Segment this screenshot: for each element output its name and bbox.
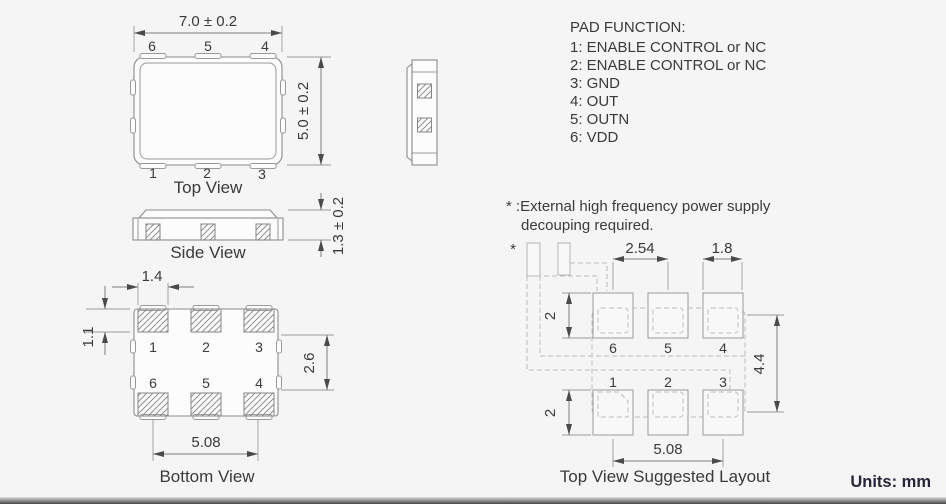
bottom-view-row-gap-dimension (281, 335, 334, 390)
decoupling-note (506, 198, 771, 234)
layout-pad-height-bottom-dimension (542, 390, 591, 435)
layout-span-label: 5.08 (653, 441, 683, 458)
pad-function-list (570, 19, 766, 146)
bottom-view-pin-6: 6 (149, 375, 157, 391)
layout-land-pads (593, 293, 743, 435)
note-line-1: * :External high frequency power supply (506, 198, 771, 215)
bottom-view-pad-width-dimension (112, 268, 194, 305)
note-line-2: decouping required. (521, 217, 654, 234)
bottom-view (80, 268, 334, 486)
layout-pitch-dimension (613, 240, 668, 290)
bottom-view-row-gap-label: 2.6 (301, 352, 318, 374)
suggested-layout-title: Top View Suggested Layout (559, 467, 771, 486)
bottom-view-pin-2: 2 (202, 339, 210, 355)
side-view-height-dimension (288, 193, 347, 257)
layout-pitch-label: 2.54 (625, 240, 655, 257)
bottom-view-pad-height-label: 1.1 (80, 326, 97, 348)
top-view (131, 13, 332, 197)
layout-cap-asterisk: * (510, 241, 516, 258)
bottom-view-pin-1: 1 (149, 339, 157, 355)
layout-pin-4: 4 (719, 340, 727, 356)
top-view-pin-5: 5 (204, 38, 212, 54)
layout-pin-5: 5 (664, 340, 672, 356)
layout-capacitor-1 (527, 243, 540, 276)
layout-row-pitch-label: 4.4 (751, 353, 768, 375)
bottom-edge-strip (0, 497, 946, 504)
bottom-view-pin-5: 5 (202, 375, 210, 391)
side-view (133, 193, 347, 262)
bottom-view-pin-4: 4 (255, 375, 263, 391)
top-view-pin-3: 3 (258, 166, 266, 182)
bottom-view-pin-3: 3 (255, 339, 263, 355)
top-view-pin-2: 2 (203, 165, 211, 181)
bottom-view-pad-width-label: 1.4 (141, 268, 163, 285)
side-view-pad-3 (256, 224, 270, 240)
layout-pin-3: 3 (719, 374, 727, 390)
end-view (407, 60, 437, 165)
top-view-pin-6: 6 (148, 38, 156, 54)
side-view-height-label: 1.3 ± 0.2 (330, 196, 347, 256)
end-view-lid (407, 64, 412, 161)
pad-function-item-1: 1: ENABLE CONTROL or NC (570, 39, 767, 56)
bottom-view-span-dimension (153, 420, 258, 461)
layout-pin-1: 1 (609, 374, 617, 390)
layout-pad-height-top-dimension (542, 293, 591, 338)
layout-row-pitch-dimension (747, 315, 784, 412)
top-view-pin-4: 4 (261, 38, 269, 54)
suggested-layout (510, 240, 784, 486)
end-view-pad (418, 84, 432, 98)
top-view-title: Top View (173, 178, 243, 197)
layout-pad-height-top-label: 2 (542, 311, 559, 321)
pad-function-item-3: 3: GND (570, 75, 621, 92)
top-view-body (134, 57, 282, 165)
side-view-lid (139, 210, 277, 218)
bottom-view-title: Bottom View (159, 467, 255, 486)
units-label: Units: mm (850, 473, 931, 491)
side-view-title: Side View (170, 243, 246, 262)
side-view-pad-2 (201, 224, 215, 240)
bottom-view-span-label: 5.08 (191, 434, 221, 451)
top-view-pin-1: 1 (149, 165, 157, 181)
pad-function-title: PAD FUNCTION: (570, 19, 686, 36)
end-view-pad (418, 118, 432, 132)
layout-pad-height-bottom-label: 2 (542, 408, 559, 418)
layout-span-dimension (613, 439, 723, 467)
top-view-height-label: 5.0 ± 0.2 (295, 81, 312, 141)
pad-function-item-5: 5: OUTN (570, 111, 630, 128)
pad-function-item-2: 2: ENABLE CONTROL or NC (570, 57, 767, 74)
pad-function-item-4: 4: OUT (570, 93, 619, 110)
layout-pin-6: 6 (609, 340, 617, 356)
layout-pad-width-dimension (703, 240, 742, 290)
layout-pad-width-label: 1.8 (711, 240, 733, 257)
top-view-height-dimension (287, 57, 331, 165)
layout-capacitor-2 (558, 243, 570, 275)
pad-function-item-6: 6: VDD (570, 129, 619, 146)
bottom-view-pad-height-dimension (80, 286, 130, 355)
layout-pin-2: 2 (664, 374, 672, 390)
top-view-width-label: 7.0 ± 0.2 (178, 13, 238, 30)
side-view-pad-1 (146, 224, 160, 240)
end-view-body (412, 60, 437, 165)
